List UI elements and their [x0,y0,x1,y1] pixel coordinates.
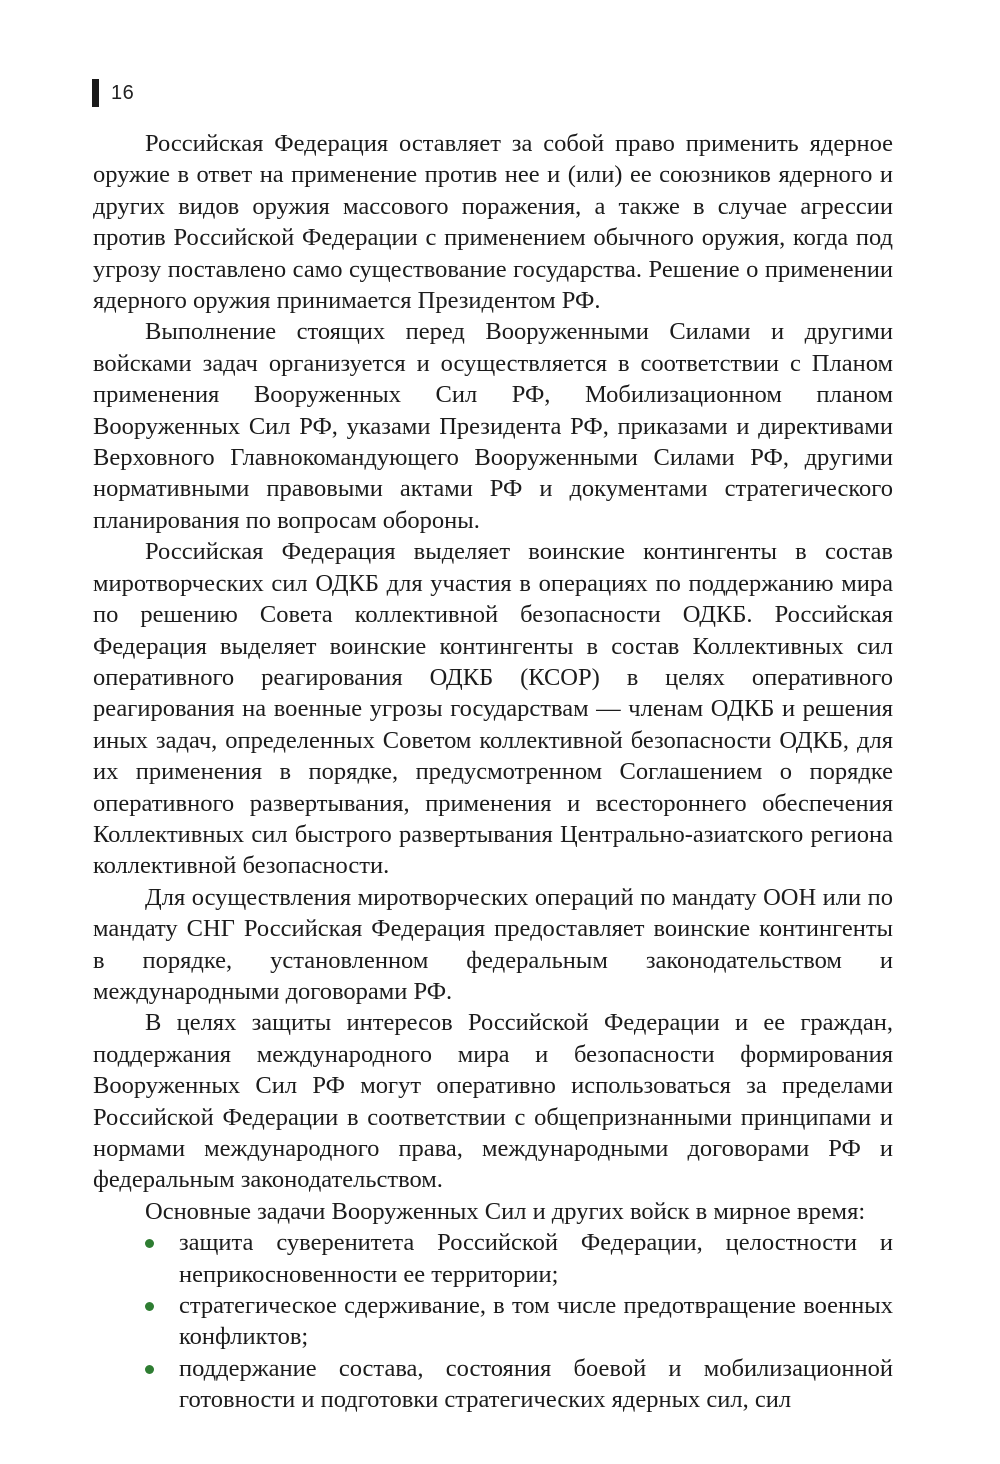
paragraph: Российская Федерация оставляет за собой право применить ядерное оружие в ответ на применение против нее и (или) ее союзников ядерного и других видов оружия массового поражения, а также в случае агрессии против Российской Федерации с применением обычного оружия, когда под угрозу поставлено само существование государства. Решение о применении ядерного оружия принимается Президентом РФ. [93,130,893,315]
body-text [93,128,893,1416]
list-item [93,1227,893,1290]
bullet-icon [145,1365,154,1374]
list-intro: Основные задачи Вооруженных Сил и других войск в мирное время: [145,1197,866,1225]
header-bar [92,79,99,107]
paragraph: Выполнение стоящих перед Вооруженными Силами и другими войсками задач организуется и осуществляется в соответствии с Планом применения Вооруженных Сил РФ, Мобилизационном планом Вооруженных Сил РФ, указами Президента РФ, приказами и директивами Верховного Главнокомандующего Вооруженными Силами РФ, другими нормативными правовыми актами РФ и документами стратегического планирования по вопросам обороны. [93,318,893,534]
list-item [93,1290,893,1353]
paragraph: Для осуществления миротворческих операций по мандату ООН или по мандату СНГ Российская Федерация предоставляет воинские контингенты в порядке, установленном федеральным законодательством и международными договорами РФ. [93,883,893,1005]
paragraph: В целях защиты интересов Российской Федерации и ее граждан, поддержания международного мира и безопасности формирования Вооруженных Сил РФ могут оперативно использоваться за пределами Российской Федерации в соответствии с общепризнанными принципами и нормами международного права, международными договорами РФ и федеральным законодательством. [93,1009,893,1194]
list-item-text: стратегическое сдерживание, в том числе предотвращение военных конфликтов; [179,1292,893,1351]
page-header [92,78,134,108]
list-item-text: поддержание состава, состояния боевой и мобилизационной готовности и подготовки стратегических ядерных сил, сил [179,1354,893,1414]
bullet-icon [145,1302,154,1311]
list-item [93,1353,893,1416]
paragraph: Российская Федерация выделяет воинские контингенты в состав миротворческих сил ОДКБ для участия в операциях по поддержанию мира по решению Совета коллективной безопасности ОДКБ. Российская Федерация выделяет воинские контингенты в состав Коллективных сил оперативного реагирования ОДКБ (КСОР) в целях оперативного реагирования на военные угрозы государствам — членам ОДКБ и решения иных задач, определенных Советом коллективной безопасности ОДКБ, для их применения в порядке, предусмотренном Соглашением о порядке оперативного развертывания, применения и всестороннего обеспечения Коллективных сил быстрого развертывания Центрально-азиатского региона коллективной безопасности. [93,538,893,880]
list-item-text: защита суверенитета Российской Федерации, целостности и неприкосновенности ее территории; [179,1229,893,1288]
task-list [93,1227,893,1415]
bullet-icon [145,1239,154,1248]
page-number: 16 [111,81,135,104]
